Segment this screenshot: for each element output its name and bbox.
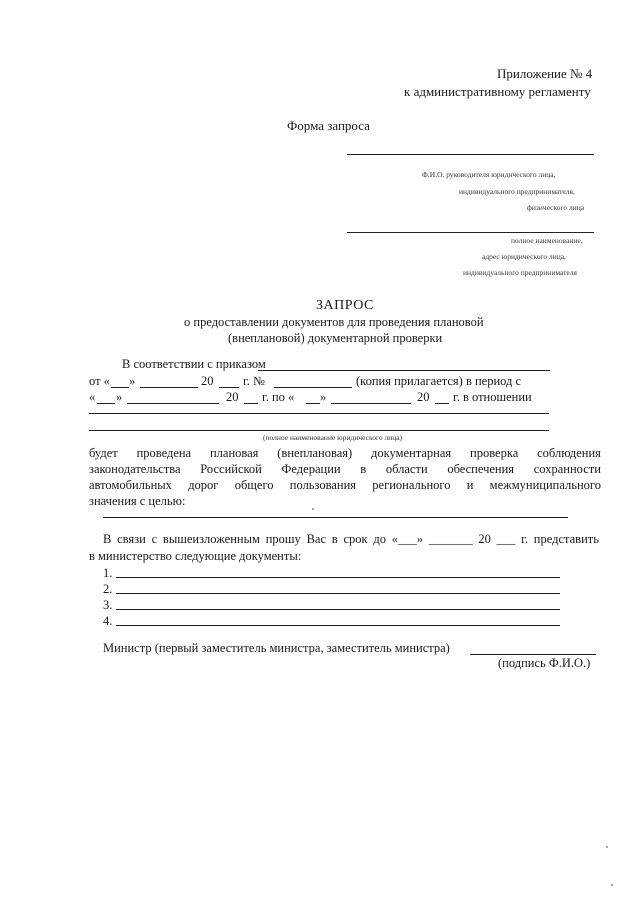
document-subtitle-2: (внеплановой) документарной проверки (228, 331, 443, 345)
purpose-label: значения с целью: (89, 494, 186, 508)
period-end-year-blank (435, 403, 449, 404)
word: связи (117, 532, 146, 546)
addressee-caption-1b: индивидуального предпринимателя, (459, 187, 575, 196)
word: межмуниципального (489, 478, 601, 492)
order-year-blank (219, 387, 239, 388)
period-start-day-blank (97, 403, 115, 404)
word: будет (89, 446, 118, 460)
word: (внеплановая) (277, 446, 353, 460)
word: и (466, 478, 474, 492)
word: проведена (136, 446, 192, 460)
word: документарная (371, 446, 452, 460)
scan-speck (606, 846, 608, 848)
minister-label: Министр (первый заместитель министра, заместитель министра) (103, 641, 450, 655)
item-2-line (116, 593, 560, 594)
word: _______ (428, 532, 473, 546)
order-blank (258, 370, 550, 371)
addressee-caption-1a: Ф.И.О. руководителя юридического лица, (422, 170, 556, 179)
item-4-line (116, 625, 560, 626)
item-3-line (116, 609, 560, 610)
word: прошу (265, 532, 301, 546)
word: Вас (306, 532, 326, 546)
request-line-1 (103, 532, 599, 547)
signature-caption: (подпись Ф.И.О.) (498, 656, 591, 670)
period-start-open: « (89, 390, 96, 404)
word: в (331, 532, 338, 546)
scan-speck (611, 884, 613, 886)
addressee-caption-2b: адрес юридического лица, (482, 252, 566, 261)
order-day-blank (111, 387, 129, 388)
word: В (103, 532, 112, 546)
period-end-label: г. по « (262, 390, 295, 404)
inspection-line-1 (89, 446, 601, 461)
order-number-blank (274, 387, 352, 388)
word: обеспечения (447, 462, 515, 476)
word: Федерации (281, 462, 341, 476)
word: г. (521, 532, 528, 546)
legal-entity-line-1 (89, 413, 549, 414)
word: регионального (372, 478, 451, 492)
inspection-line-2 (89, 462, 601, 477)
word: сохранности (533, 462, 601, 476)
period-start-month-blank (127, 403, 219, 404)
item-3-number: 3. (103, 598, 113, 612)
legal-entity-caption: (полное наименование юридического лица) (263, 433, 403, 442)
word: законодательства (89, 462, 181, 476)
word: 20 (478, 532, 491, 546)
word: с (151, 532, 158, 546)
period-end-day-blank (306, 403, 320, 404)
appendix-number: Приложение № 4 (497, 66, 593, 81)
word: в (360, 462, 367, 476)
inspection-line-3 (89, 478, 601, 493)
word: вышеизложенным (162, 532, 260, 546)
word: представить (533, 532, 599, 546)
period-end-close: » (320, 390, 327, 404)
order-intro: В соответствии с приказом (122, 357, 266, 371)
signature-line (470, 654, 596, 655)
period-start-year-blank (244, 403, 258, 404)
period-end-month-blank (331, 403, 411, 404)
order-year-prefix: 20 (201, 374, 214, 388)
addressee-org-line (347, 232, 594, 233)
document-subtitle-1: о предоставлении документов для проведения плановой (184, 315, 484, 329)
period-end-year-prefix: 20 (417, 390, 430, 404)
word: соблюдения (537, 446, 601, 460)
item-4-number: 4. (103, 614, 113, 628)
word: автомобильных (89, 478, 172, 492)
document-title: ЗАПРОС (316, 298, 374, 313)
word: плановая (209, 446, 259, 460)
addressee-caption-2a: полное наименование, (511, 236, 583, 245)
period-start-year-prefix: 20 (226, 390, 239, 404)
scan-speck (312, 508, 314, 510)
word: области (385, 462, 428, 476)
word: срок (343, 532, 368, 546)
word: пользования (289, 478, 357, 492)
purpose-line (103, 517, 568, 518)
in-relation-text: г. в отношении (453, 390, 532, 404)
order-date-close: » (129, 374, 136, 388)
word: Российской (200, 462, 262, 476)
form-title: Форма запроса (287, 118, 370, 133)
addressee-caption-2c: индивидуального предпринимателя (463, 268, 577, 277)
item-2-number: 2. (103, 582, 113, 596)
word: ___ (496, 532, 516, 546)
item-1-number: 1. (103, 566, 113, 580)
word: дорог (188, 478, 219, 492)
order-date-prefix: от « (89, 374, 110, 388)
word: проверка (470, 446, 519, 460)
regulation-reference: к административному регламенту (404, 84, 591, 99)
word: общего (234, 478, 274, 492)
word: до (373, 532, 386, 546)
period-start-close: » (116, 390, 123, 404)
legal-entity-line-2 (89, 430, 549, 431)
addressee-caption-1c: физического лица (527, 203, 585, 212)
order-month-blank (140, 387, 198, 388)
order-period-text: (копия прилагается) в период с (356, 374, 522, 388)
item-1-line (116, 577, 560, 578)
word: «___» (391, 532, 424, 546)
documents-intro: в министерство следующие документы: (89, 549, 302, 563)
order-number-label: г. № (243, 374, 265, 388)
addressee-name-line (347, 154, 594, 155)
